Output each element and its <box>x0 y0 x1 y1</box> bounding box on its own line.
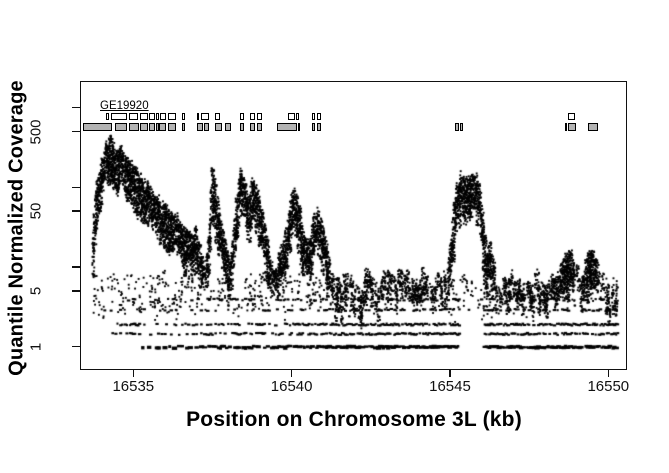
y-tick-mark <box>72 346 80 348</box>
gene-exon-box <box>182 113 185 120</box>
gene-exon-box <box>288 113 295 120</box>
y-minor-tick-mark <box>72 187 80 189</box>
gene-model-box <box>312 123 315 131</box>
gene-exon-box <box>215 113 220 120</box>
gene-model-box <box>460 123 463 131</box>
gene-model-box <box>149 123 155 131</box>
gene-model-box <box>215 123 222 131</box>
gene-model-box <box>168 123 176 131</box>
gene-exon-box <box>312 113 315 120</box>
gene-model-box <box>115 123 127 131</box>
y-tick-label: 50 <box>27 202 45 220</box>
gene-model-box <box>83 123 112 131</box>
gene-exon-box <box>296 113 299 120</box>
gene-model-box <box>588 123 598 131</box>
gene-exon-box <box>129 113 138 120</box>
y-axis-title: Quantile Normalized Coverage <box>5 80 28 376</box>
gene-exon-box <box>140 113 148 120</box>
gene-exon-box <box>317 113 321 120</box>
y-minor-tick-mark <box>72 266 80 268</box>
gene-model-box <box>204 123 209 131</box>
gene-model-box <box>455 123 459 131</box>
gene-exon-box <box>568 113 575 120</box>
gene-model-box <box>317 123 321 131</box>
y-tick-mark <box>72 210 80 212</box>
gene-model-box <box>129 123 139 131</box>
gene-model-box <box>197 123 203 131</box>
y-tick-label: 500 <box>27 119 45 145</box>
gene-exon-box <box>197 113 200 120</box>
x-tick-label: 16535 <box>112 378 155 395</box>
x-tick-mark <box>291 370 293 377</box>
gene-exon-box <box>149 113 155 120</box>
gene-label: GE19920 <box>100 100 149 112</box>
gene-exon-box <box>250 113 255 120</box>
gene-model-box <box>182 123 185 131</box>
gene-exon-box <box>111 113 127 120</box>
y-minor-tick-mark <box>72 107 80 109</box>
gene-exon-box <box>257 113 262 120</box>
gene-model-box <box>240 123 244 131</box>
gene-exon-box <box>156 113 159 120</box>
gene-exon-box <box>201 113 209 120</box>
gene-model-box <box>250 123 255 131</box>
y-tick-label: 5 <box>27 286 45 296</box>
y-tick-mark <box>72 290 80 292</box>
gene-model-box <box>298 123 301 131</box>
x-tick-mark <box>608 370 610 377</box>
x-tick-mark <box>449 370 451 377</box>
gene-model-box <box>277 123 297 131</box>
gene-model-box <box>159 123 166 131</box>
gene-exon-box <box>160 113 166 120</box>
gene-exon-box <box>240 113 244 120</box>
gene-model-box <box>140 123 148 131</box>
y-tick-mark <box>72 131 80 133</box>
gene-model-box <box>225 123 231 131</box>
gene-exon-box <box>106 113 109 120</box>
x-tick-label: 16545 <box>429 378 471 395</box>
gene-exon-box <box>168 113 176 120</box>
gene-model-box <box>257 123 262 131</box>
y-tick-label: 1 <box>27 342 45 351</box>
x-tick-label: 16550 <box>587 378 630 395</box>
x-axis-title: Position on Chromosome 3L (kb) <box>186 408 522 431</box>
x-tick-label: 16540 <box>270 378 313 395</box>
gene-model-box <box>568 123 576 131</box>
x-tick-mark <box>133 370 135 377</box>
